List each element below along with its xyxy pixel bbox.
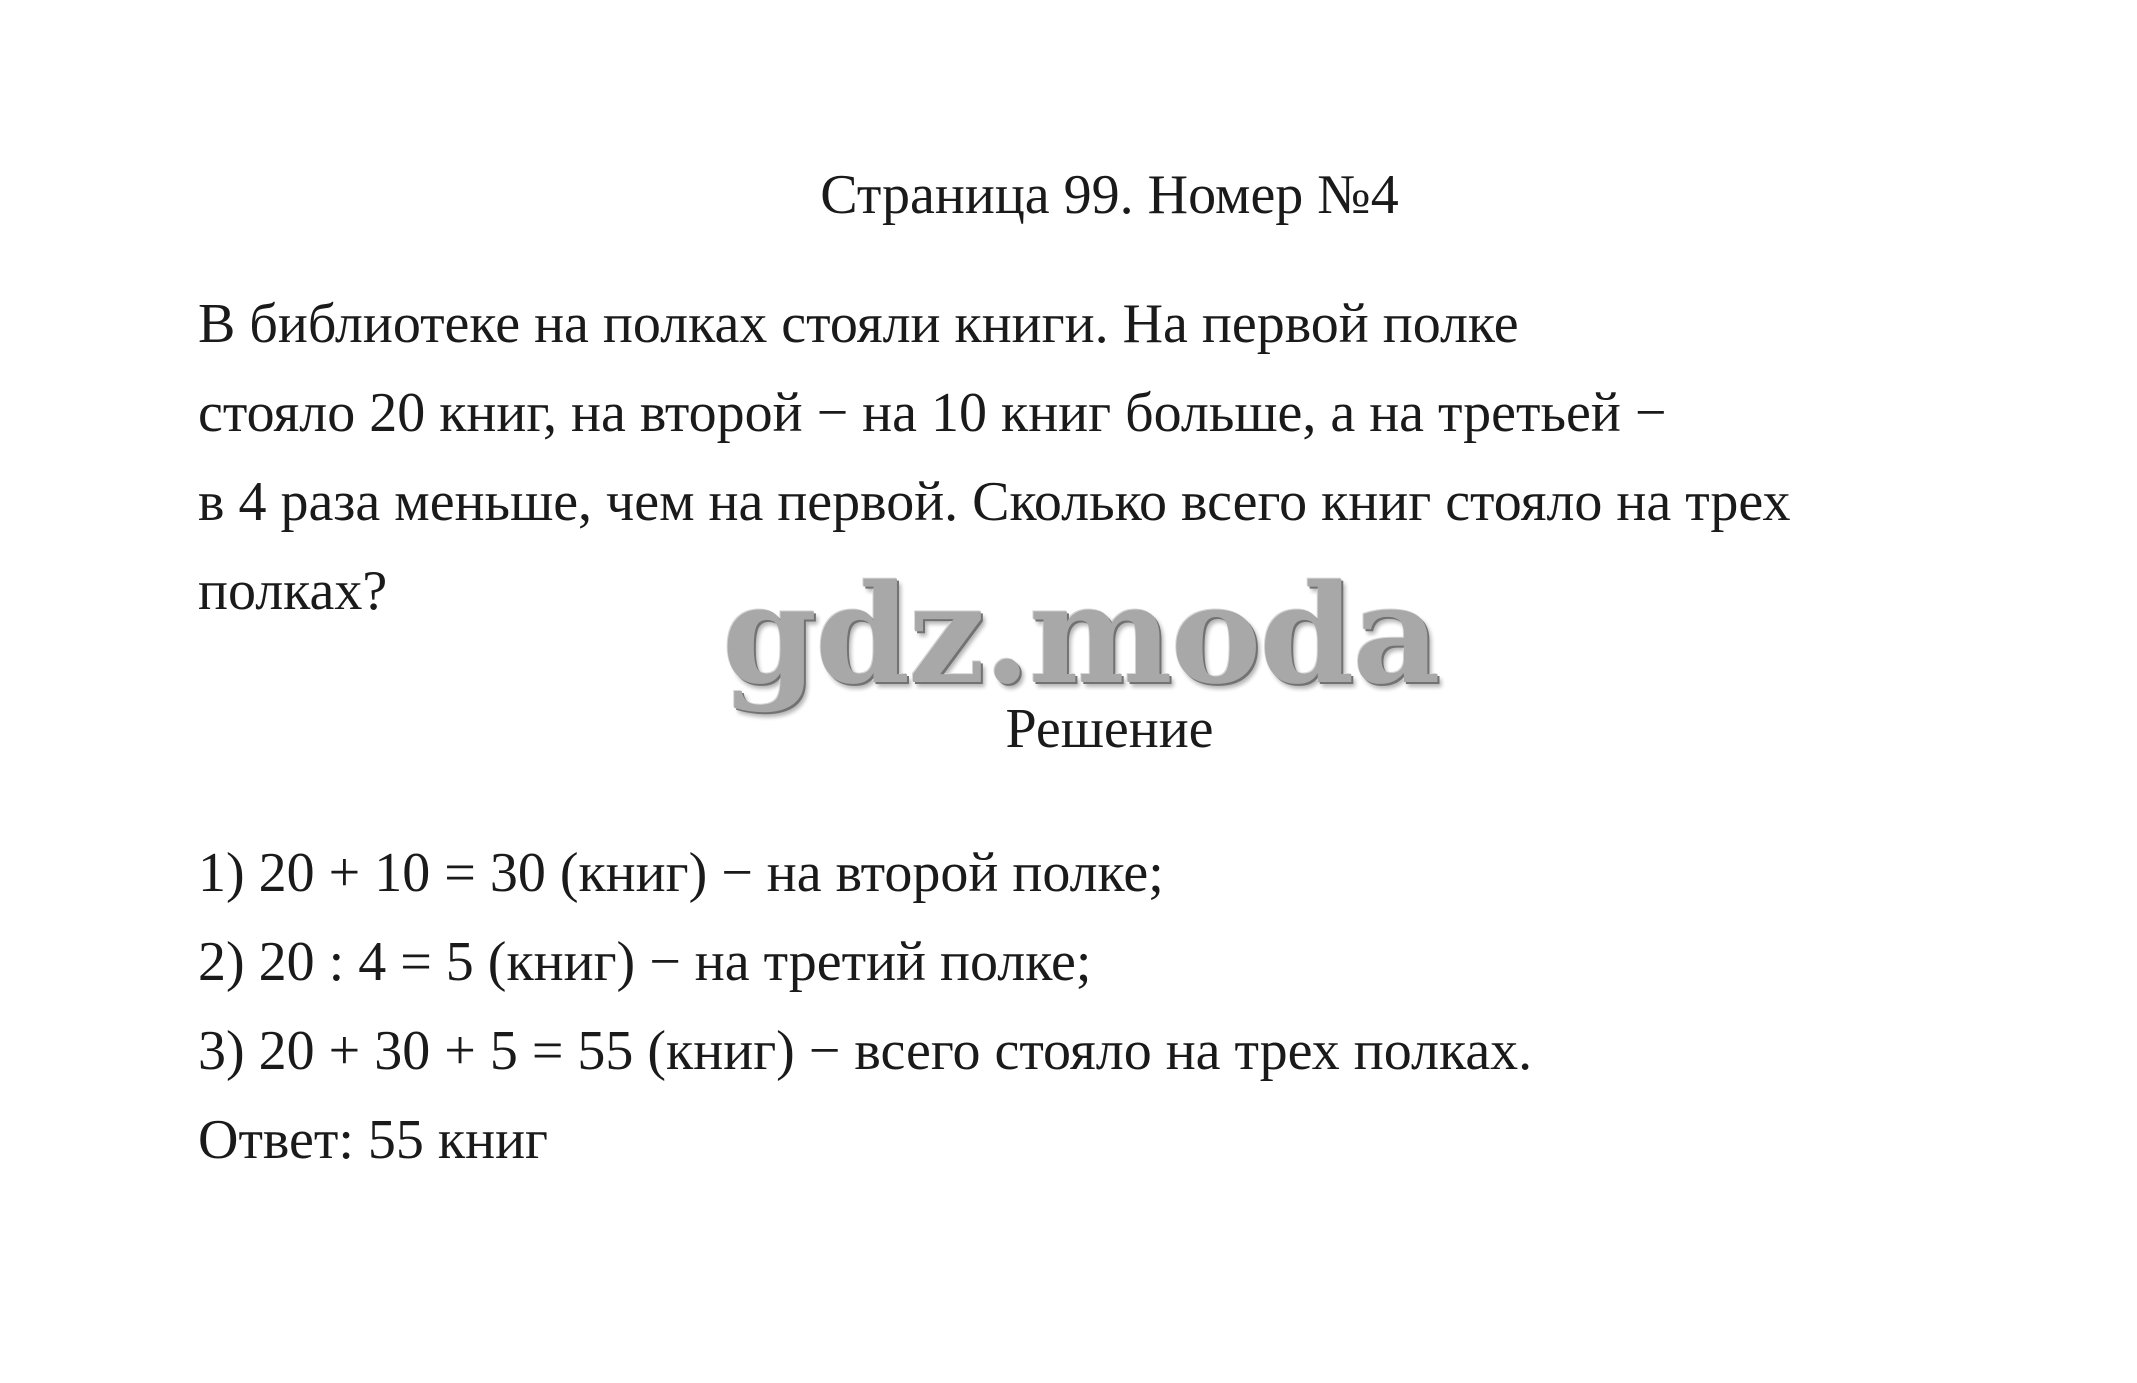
answer-line: Ответ: 55 книг [198,1109,549,1171]
page-title: Страница 99. Номер №4 [820,164,1399,226]
solution-heading: Решение [1005,698,1214,760]
watermark-logo: gdz.moda [722,555,1439,715]
solution-step-1: 1) 20 + 10 = 30 (книг) − на второй полке; [198,842,1164,904]
problem-line-2: стояло 20 книг, на второй − на 10 книг больше, а на третьей − [198,382,1667,444]
problem-line-4: полках? [198,560,388,622]
solution-step-3: 3) 20 + 30 + 5 = 55 (книг) − всего стояло на трех полках. [198,1020,1533,1082]
problem-line-1: В библиотеке на полках стояли книги. На первой полке [198,293,1519,355]
problem-line-3: в 4 раза меньше, чем на первой. Сколько всего книг стояло на трех [198,471,1791,533]
solution-step-2: 2) 20 : 4 = 5 (книг) − на третий полке; [198,931,1092,993]
